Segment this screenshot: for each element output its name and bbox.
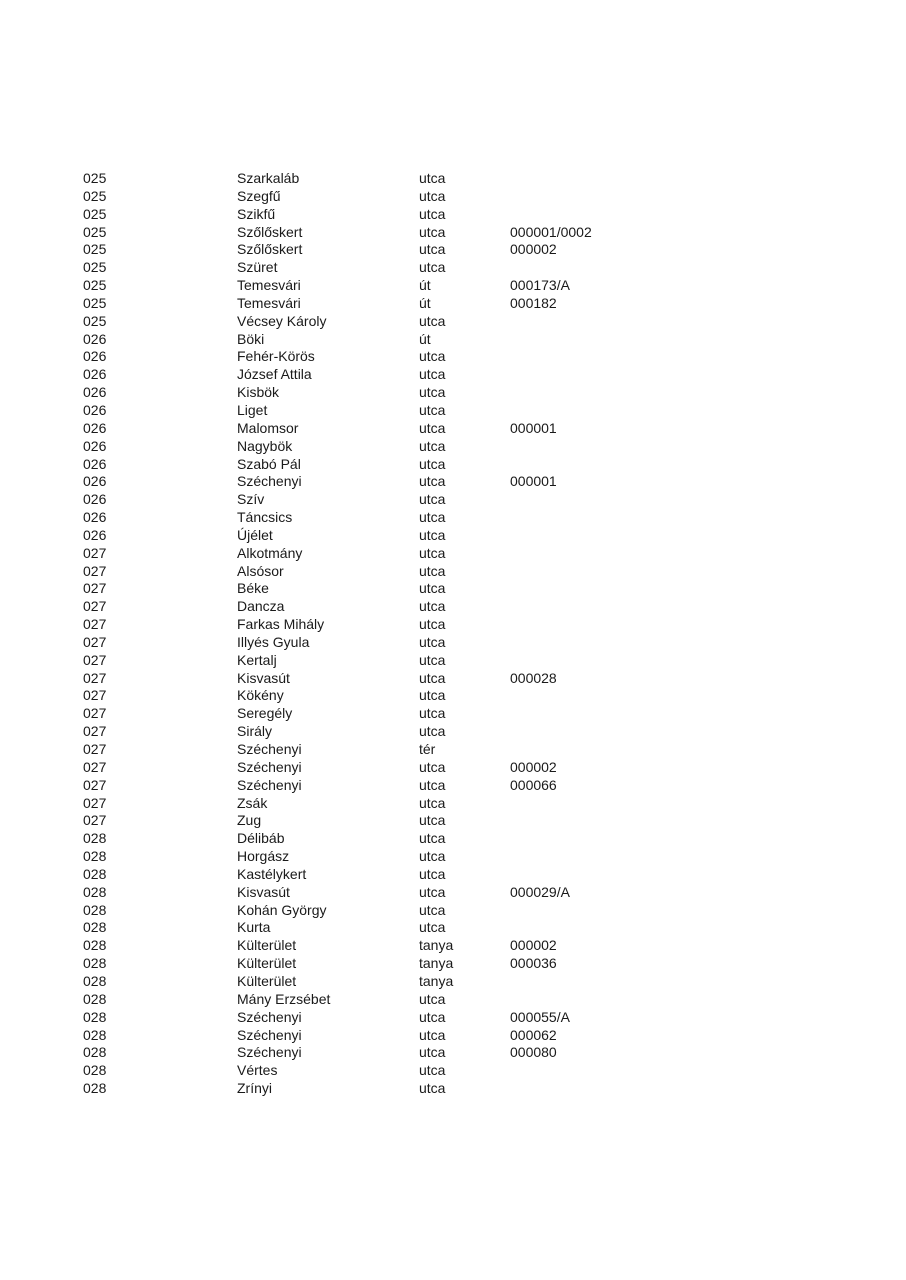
list-row xyxy=(0,313,906,331)
district-code: 027 xyxy=(83,580,107,597)
street-type: utca xyxy=(419,687,446,704)
street-type: utca xyxy=(419,526,446,543)
list-row xyxy=(0,277,906,295)
list-row xyxy=(0,1080,906,1098)
street-type: utca xyxy=(419,1026,446,1043)
district-code: 025 xyxy=(83,312,107,329)
street-name: Böki xyxy=(237,330,265,347)
district-code: 026 xyxy=(83,509,107,526)
street-type: út xyxy=(419,277,431,294)
list-row xyxy=(0,224,906,242)
street-type: utca xyxy=(419,384,446,401)
district-code: 028 xyxy=(83,1062,107,1079)
street-name: József Attila xyxy=(237,366,312,383)
street-name: Külterület xyxy=(237,972,297,989)
street-name: Szikfű xyxy=(237,205,276,222)
list-row xyxy=(0,919,906,937)
street-name: Szabó Pál xyxy=(237,455,301,472)
street-name: Kisvasút xyxy=(237,883,290,900)
district-code: 027 xyxy=(83,669,107,686)
district-code: 028 xyxy=(83,919,107,936)
district-code: 026 xyxy=(83,366,107,383)
house-number: 000001 xyxy=(510,473,557,490)
district-code: 028 xyxy=(83,865,107,882)
district-code: 025 xyxy=(83,277,107,294)
street-type: utca xyxy=(419,401,446,418)
list-row xyxy=(0,1027,906,1045)
street-type: utca xyxy=(419,437,446,454)
street-name: Farkas Mihály xyxy=(237,616,325,633)
street-name: Külterület xyxy=(237,955,297,972)
list-row xyxy=(0,580,906,598)
house-number: 000029/A xyxy=(510,883,570,900)
street-name: Táncsics xyxy=(237,509,293,526)
street-name: Alkotmány xyxy=(237,544,303,561)
list-row xyxy=(0,348,906,366)
house-number: 000002 xyxy=(510,241,557,258)
list-row xyxy=(0,955,906,973)
list-row xyxy=(0,206,906,224)
street-type: tanya xyxy=(419,955,454,972)
list-row xyxy=(0,366,906,384)
street-name: Széchenyi xyxy=(237,758,302,775)
district-code: 027 xyxy=(83,616,107,633)
street-type: utca xyxy=(419,544,446,561)
street-name: Béke xyxy=(237,580,269,597)
district-code: 027 xyxy=(83,562,107,579)
list-row xyxy=(0,652,906,670)
street-type: út xyxy=(419,330,431,347)
list-row xyxy=(0,902,906,920)
list-row xyxy=(0,491,906,509)
district-code: 028 xyxy=(83,937,107,954)
street-name: Temesvári xyxy=(237,277,301,294)
street-type: utca xyxy=(419,812,446,829)
street-type: utca xyxy=(419,990,446,1007)
list-row xyxy=(0,563,906,581)
list-row xyxy=(0,616,906,634)
street-name: Külterület xyxy=(237,937,297,954)
district-code: 026 xyxy=(83,348,107,365)
district-code: 026 xyxy=(83,401,107,418)
district-code: 025 xyxy=(83,223,107,240)
district-code: 026 xyxy=(83,384,107,401)
house-number: 000062 xyxy=(510,1026,557,1043)
list-row xyxy=(0,384,906,402)
street-type: utca xyxy=(419,187,446,204)
street-name: Fehér-Körös xyxy=(237,348,315,365)
list-row xyxy=(0,795,906,813)
street-name: Nagybök xyxy=(237,437,293,454)
street-type: utca xyxy=(419,170,446,186)
street-type: utca xyxy=(419,1008,446,1025)
district-code: 025 xyxy=(83,259,107,276)
district-code: 026 xyxy=(83,455,107,472)
district-code: 027 xyxy=(83,687,107,704)
district-code: 028 xyxy=(83,1044,107,1061)
district-code: 028 xyxy=(83,1080,107,1097)
house-number: 000002 xyxy=(510,937,557,954)
house-number: 000036 xyxy=(510,955,557,972)
list-row xyxy=(0,973,906,991)
district-code: 027 xyxy=(83,758,107,775)
list-row xyxy=(0,991,906,1009)
list-row xyxy=(0,705,906,723)
list-row xyxy=(0,687,906,705)
list-row xyxy=(0,241,906,259)
street-name: Szarkaláb xyxy=(237,170,300,186)
list-row xyxy=(0,937,906,955)
district-code: 025 xyxy=(83,170,107,186)
list-row xyxy=(0,830,906,848)
street-name: Kertalj xyxy=(237,651,277,668)
street-type: utca xyxy=(419,901,446,918)
street-name: Liget xyxy=(237,401,268,418)
street-name: Alsósor xyxy=(237,562,284,579)
list-row xyxy=(0,759,906,777)
street-type: tér xyxy=(419,741,436,757)
house-number: 000066 xyxy=(510,776,557,793)
list-row xyxy=(0,777,906,795)
street-type: utca xyxy=(419,723,446,740)
street-type: utca xyxy=(419,848,446,865)
street-type: utca xyxy=(419,455,446,472)
street-type: utca xyxy=(419,1080,446,1097)
street-name: Dancza xyxy=(237,598,285,615)
street-type: utca xyxy=(419,223,446,240)
list-row xyxy=(0,420,906,438)
street-name: Illyés Gyula xyxy=(237,633,310,650)
district-code: 028 xyxy=(83,1026,107,1043)
list-row xyxy=(0,331,906,349)
street-type: utca xyxy=(419,758,446,775)
street-type: utca xyxy=(419,651,446,668)
house-number: 000028 xyxy=(510,669,557,686)
street-name: Újélet xyxy=(237,526,273,543)
street-name: Sirály xyxy=(237,723,273,740)
street-name: Kisbök xyxy=(237,384,280,401)
list-row xyxy=(0,402,906,420)
list-row xyxy=(0,259,906,277)
list-row xyxy=(0,723,906,741)
house-number: 000002 xyxy=(510,758,557,775)
district-code: 028 xyxy=(83,901,107,918)
street-type: utca xyxy=(419,1044,446,1061)
street-type: utca xyxy=(419,883,446,900)
street-type: utca xyxy=(419,1062,446,1079)
district-code: 026 xyxy=(83,437,107,454)
street-name: Zrínyi xyxy=(237,1080,272,1097)
street-name: Széchenyi xyxy=(237,1008,302,1025)
list-row xyxy=(0,295,906,313)
district-code: 027 xyxy=(83,794,107,811)
street-type: utca xyxy=(419,473,446,490)
street-type: utca xyxy=(419,348,446,365)
house-number: 000080 xyxy=(510,1044,557,1061)
list-row xyxy=(0,545,906,563)
list-row xyxy=(0,741,906,759)
list-row xyxy=(0,438,906,456)
district-code: 027 xyxy=(83,812,107,829)
street-type: utca xyxy=(419,865,446,882)
street-type: utca xyxy=(419,919,446,936)
district-code: 026 xyxy=(83,330,107,347)
street-name: Mány Erzsébet xyxy=(237,990,331,1007)
street-name: Széchenyi xyxy=(237,741,302,757)
street-type: út xyxy=(419,294,431,311)
street-name: Szőlőskert xyxy=(237,241,303,258)
list-row xyxy=(0,670,906,688)
street-name: Kökény xyxy=(237,687,284,704)
list-row xyxy=(0,1062,906,1080)
list-row xyxy=(0,1009,906,1027)
house-number: 000001 xyxy=(510,419,557,436)
district-code: 025 xyxy=(83,205,107,222)
district-code: 028 xyxy=(83,830,107,847)
street-name: Seregély xyxy=(237,705,293,722)
street-type: utca xyxy=(419,580,446,597)
street-type: tanya xyxy=(419,972,454,989)
street-name: Kisvasút xyxy=(237,669,290,686)
house-number: 000182 xyxy=(510,294,557,311)
district-code: 026 xyxy=(83,473,107,490)
street-name: Temesvári xyxy=(237,294,301,311)
street-type: utca xyxy=(419,598,446,615)
list-row xyxy=(0,188,906,206)
district-code: 026 xyxy=(83,526,107,543)
list-row xyxy=(0,884,906,902)
district-code: 027 xyxy=(83,705,107,722)
street-type: utca xyxy=(419,830,446,847)
street-type: utca xyxy=(419,259,446,276)
street-type: utca xyxy=(419,312,446,329)
street-type: utca xyxy=(419,366,446,383)
district-code: 026 xyxy=(83,419,107,436)
street-type: utca xyxy=(419,633,446,650)
district-code: 028 xyxy=(83,990,107,1007)
street-type: utca xyxy=(419,669,446,686)
list-row xyxy=(0,598,906,616)
street-name: Kurta xyxy=(237,919,271,936)
house-number: 000055/A xyxy=(510,1008,570,1025)
house-number: 000173/A xyxy=(510,277,570,294)
street-type: utca xyxy=(419,562,446,579)
street-type: utca xyxy=(419,776,446,793)
district-code: 028 xyxy=(83,1008,107,1025)
street-name: Vértes xyxy=(237,1062,278,1079)
street-name: Kohán György xyxy=(237,901,327,918)
district-code: 025 xyxy=(83,241,107,258)
district-code: 025 xyxy=(83,294,107,311)
list-row xyxy=(0,170,906,188)
list-row xyxy=(0,812,906,830)
list-row xyxy=(0,509,906,527)
street-name: Széchenyi xyxy=(237,776,302,793)
list-row xyxy=(0,527,906,545)
district-code: 025 xyxy=(83,187,107,204)
street-type: tanya xyxy=(419,937,454,954)
district-code: 026 xyxy=(83,491,107,508)
street-name: Szegfű xyxy=(237,187,281,204)
street-type: utca xyxy=(419,616,446,633)
list-row xyxy=(0,866,906,884)
street-type: utca xyxy=(419,705,446,722)
street-type: utca xyxy=(419,509,446,526)
street-type: utca xyxy=(419,205,446,222)
list-row xyxy=(0,1044,906,1062)
district-code: 027 xyxy=(83,544,107,561)
district-code: 028 xyxy=(83,848,107,865)
district-code: 027 xyxy=(83,598,107,615)
street-type: utca xyxy=(419,491,446,508)
street-name: Vécsey Károly xyxy=(237,312,327,329)
district-code: 027 xyxy=(83,723,107,740)
street-name: Zug xyxy=(237,812,262,829)
street-name: Horgász xyxy=(237,848,290,865)
street-name: Kastélykert xyxy=(237,865,307,882)
street-name: Széchenyi xyxy=(237,473,302,490)
list-row xyxy=(0,473,906,491)
street-type: utca xyxy=(419,794,446,811)
address-list xyxy=(0,170,906,1098)
house-number: 000001/0002 xyxy=(510,223,592,240)
district-code: 027 xyxy=(83,651,107,668)
street-name: Szív xyxy=(237,491,265,508)
street-name: Szőlőskert xyxy=(237,223,303,240)
street-type: utca xyxy=(419,419,446,436)
street-name: Szüret xyxy=(237,259,278,276)
district-code: 027 xyxy=(83,741,107,757)
street-name: Széchenyi xyxy=(237,1044,302,1061)
street-name: Széchenyi xyxy=(237,1026,302,1043)
district-code: 027 xyxy=(83,776,107,793)
street-name: Délibáb xyxy=(237,830,285,847)
list-row xyxy=(0,848,906,866)
district-code: 028 xyxy=(83,955,107,972)
list-row xyxy=(0,634,906,652)
street-name: Malomsor xyxy=(237,419,299,436)
district-code: 028 xyxy=(83,883,107,900)
street-name: Zsák xyxy=(237,794,268,811)
list-row xyxy=(0,456,906,474)
street-type: utca xyxy=(419,241,446,258)
district-code: 027 xyxy=(83,633,107,650)
district-code: 028 xyxy=(83,972,107,989)
